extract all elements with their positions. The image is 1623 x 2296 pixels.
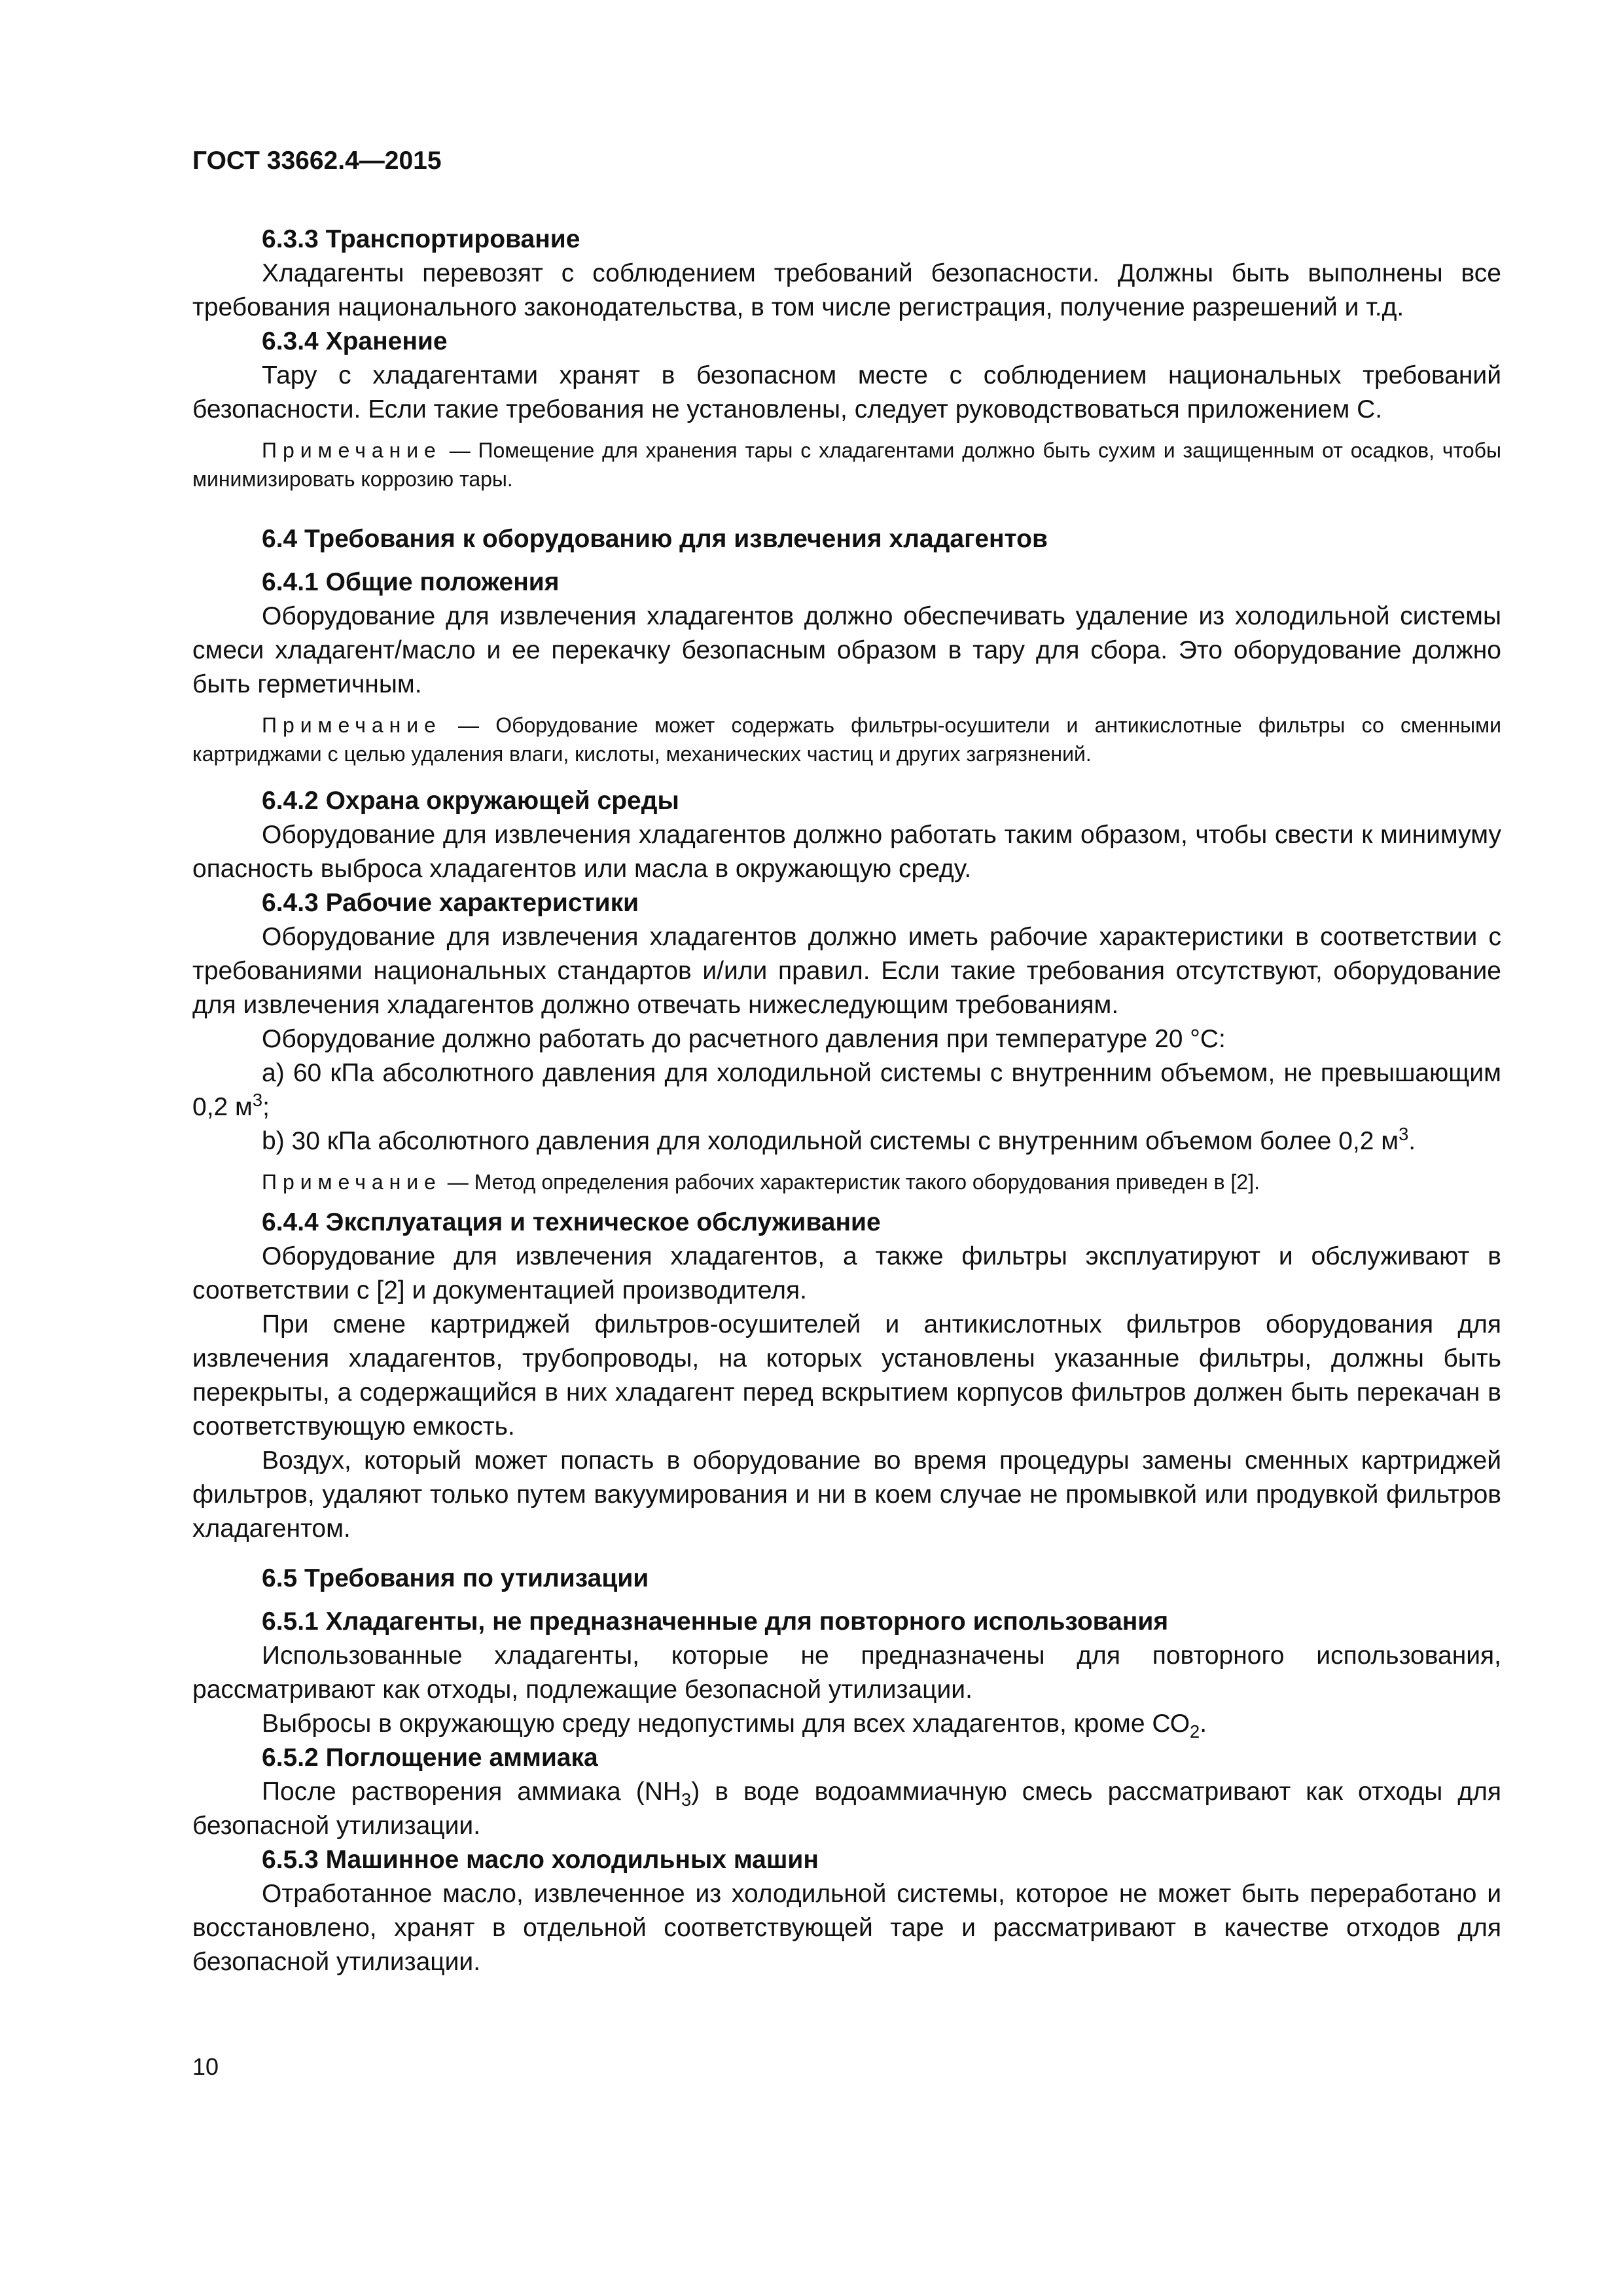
paragraph-6-5-2 <box>192 1775 1501 1843</box>
page-number: 10 <box>192 2053 219 2080</box>
list-item-a-superscript: 3 <box>252 1090 263 1110</box>
heading-6-5: 6.5 Требования по утилизации <box>262 1564 649 1592</box>
paragraph-6-5-2-before: После растворения аммиака (NH <box>262 1778 682 1806</box>
heading-6-3-3: 6.3.3 Транспортирование <box>262 225 580 253</box>
nh3-subscript: 3 <box>681 1789 692 1810</box>
paragraph-6-5-2-after: ) в воде водоаммиачную смесь рассматривают как отходы для безопасной утилизации. <box>192 1778 1501 1840</box>
note-label: Примечание <box>262 439 442 462</box>
list-item-b <box>192 1124 1501 1158</box>
paragraph-6-5-1-2-end: . <box>1200 1710 1207 1738</box>
heading-6-4-4: 6.4.4 Эксплуатация и техническое обслуживание <box>262 1208 881 1236</box>
note-label: Примечание <box>262 1170 442 1194</box>
paragraph-6-4-4-3: Воздух, который может попасть в оборудование во время процедуры замены сменных картриджей фильтров, удаляют только путем вакуумирования и ни в коем случае не промывкой или продувкой фильтров хладагентом. <box>192 1446 1501 1543</box>
list-item-a-text: а) 60 кПа абсолютного давления для холодильной системы с внутренним объемом, не превышающим 0,2 м <box>192 1059 1501 1121</box>
paragraph-6-4-4-2: При смене картриджей фильтров-осушителей и антикислотных фильтров оборудования для извлечения хладагентов, трубопроводы, на которых установлены указанные фильтры, должны быть перекрыты, а содержащийся в них хладагент перед вскрытием корпусов фильтров должен быть перекачан в соответствующую емкость. <box>192 1310 1501 1441</box>
note-6-4-3 <box>192 1168 1501 1196</box>
heading-6-4-3: 6.4.3 Рабочие характеристики <box>262 889 639 917</box>
paragraph-6-4-2: Оборудование для извлечения хладагентов должно работать таким образом, чтобы свести к минимуму опасность выброса хладагентов или масла в окружающую среду. <box>192 821 1501 883</box>
list-item-a-end: ; <box>262 1093 270 1121</box>
heading-6-3-4: 6.3.4 Хранение <box>262 327 448 355</box>
list-item-b-superscript: 3 <box>1399 1124 1409 1144</box>
paragraph-6-4-1: Оборудование для извлечения хладагентов должно обеспечивать удаление из холодильной системы смеси хладагент/масло и ее перекачку безопасным образом в тару для сбора. Это оборудование должно быть герметичным. <box>192 602 1501 698</box>
heading-6-4: 6.4 Требования к оборудованию для извлечения хладагентов <box>262 525 1048 553</box>
paragraph-6-4-3-2: Оборудование должно работать до расчетного давления при температуре 20 °С: <box>262 1025 1226 1053</box>
list-item-b-text: b) 30 кПа абсолютного давления для холодильной системы с внутренним объемом более 0,2 м <box>262 1127 1399 1155</box>
paragraph-6-5-3: Отработанное масло, извлеченное из холодильной системы, которое не может быть переработано и восстановлено, хранят в отдельной соответствующей таре и рассматривают в качестве отходов для безопасной утилизации. <box>192 1880 1501 1976</box>
note-text: — Помещение для хранения тары с хладагентами должно быть сухим и защищенным от осадков, чтобы минимизировать коррозию тары. <box>192 439 1501 491</box>
co2-subscript: 2 <box>1190 1721 1200 1742</box>
note-text: — Метод определения рабочих характеристик такого оборудования приведен в [2]. <box>441 1170 1260 1194</box>
paragraph-6-3-4: Тару с хладагентами хранят в безопасном месте с соблюдением национальных требований безопасности. Если такие требования не установлены, следует руководствоваться приложением С. <box>192 361 1501 423</box>
paragraph-6-3-3: Хладагенты перевозят с соблюдением требований безопасности. Должны быть выполнены все требования национального законодательства, в том числе регистрация, получение разрешений и т.д. <box>192 259 1501 321</box>
paragraph-6-5-1-1: Использованные хладагенты, которые не предназначены для повторного использования, рассматривают как отходы, подлежащие безопасной утилизации. <box>192 1641 1501 1704</box>
page-content <box>192 223 1501 1979</box>
paragraph-6-5-1-2 <box>192 1707 1501 1741</box>
note-6-3-4 <box>192 436 1501 493</box>
standard-header: ГОСТ 33662.4—2015 <box>192 147 442 175</box>
list-item-a <box>192 1056 1501 1124</box>
heading-6-4-1: 6.4.1 Общие положения <box>262 568 560 596</box>
note-label: Примечание <box>262 713 442 737</box>
heading-6-5-2: 6.5.2 Поглощение аммиака <box>262 1744 598 1772</box>
heading-6-5-1: 6.5.1 Хладагенты, не предназначенные для повторного использования <box>262 1607 1169 1636</box>
paragraph-6-4-3-1: Оборудование для извлечения хладагентов должно иметь рабочие характеристики в соответствии с требованиями национальных стандартов и/или правил. Если такие требования отсутствуют, оборудование для извлечения хладагентов должно отвечать нижеследующим требованиям. <box>192 923 1501 1019</box>
note-text: — Оборудование может содержать фильтры-осушители и антикислотные фильтры со сменными картриджами с целью удаления влаги, кислоты, механических частиц и других загрязнений. <box>192 713 1501 766</box>
heading-6-5-3: 6.5.3 Машинное масло холодильных машин <box>262 1846 819 1874</box>
paragraph-6-4-4-1: Оборудование для извлечения хладагентов, а также фильтры эксплуатируют и обслуживают в соответствии с [2] и документацией производителя. <box>192 1242 1501 1304</box>
paragraph-6-5-1-2-text: Выбросы в окружающую среду недопустимы для всех хладагентов, кроме СО <box>262 1710 1190 1738</box>
note-6-4-1 <box>192 711 1501 768</box>
heading-6-4-2: 6.4.2 Охрана окружающей среды <box>262 787 679 815</box>
list-item-b-end: . <box>1408 1127 1416 1155</box>
